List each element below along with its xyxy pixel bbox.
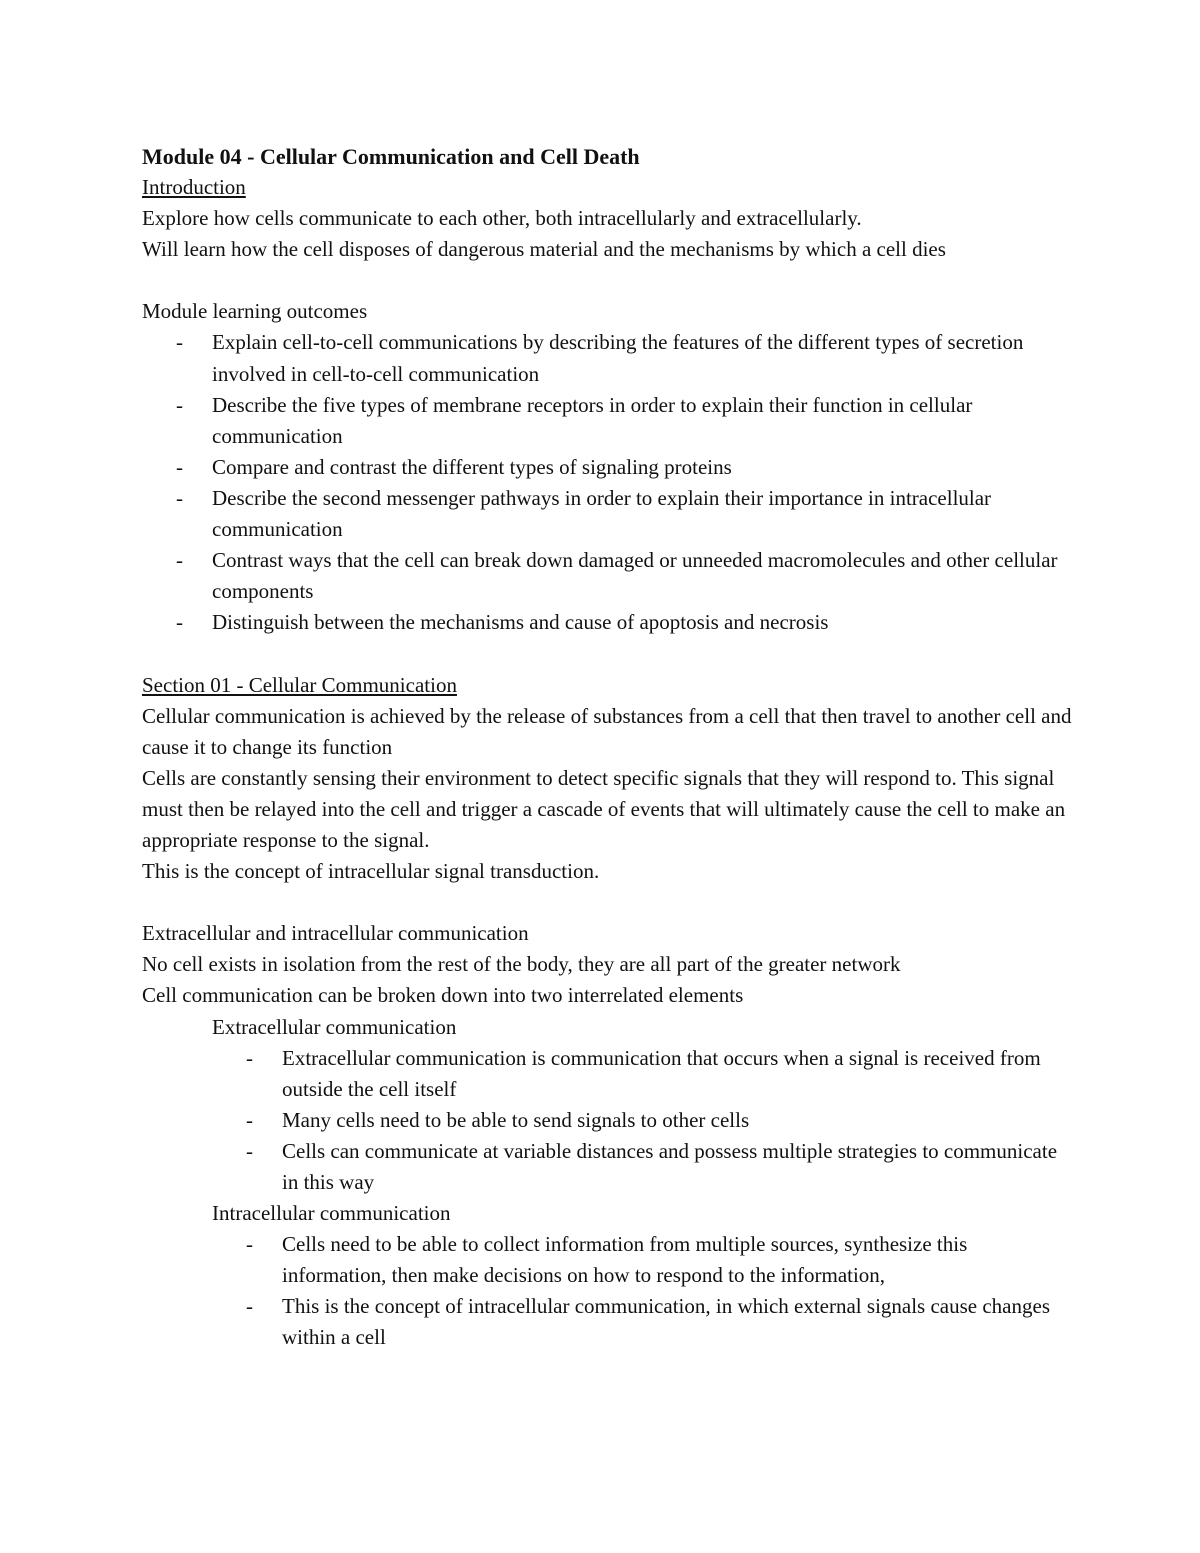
list-item: - Explain cell-to-cell communications by describing the features of the different types of secretion involved in cell-to-cell communication bbox=[142, 327, 1072, 389]
list-item: - This is the concept of intracellular communication, in which external signals cause changes within a cell bbox=[142, 1291, 1072, 1353]
extra-intra-heading: Extracellular and intracellular communication bbox=[142, 921, 529, 946]
outcomes-list bbox=[142, 327, 1072, 638]
list-item: - Extracellular communication is communication that occurs when a signal is received from outside the cell itself bbox=[142, 1043, 1072, 1105]
extra-intra-line: No cell exists in isolation from the rest of the body, they are all part of the greater network bbox=[142, 952, 901, 977]
intro-heading: Introduction bbox=[142, 175, 246, 199]
extracellular-list bbox=[142, 1043, 1072, 1198]
extracellular-heading: Extracellular communication bbox=[212, 1014, 457, 1039]
document-title: Module 04 - Cellular Communication and Cell Death bbox=[142, 144, 640, 169]
list-item: - Many cells need to be able to send signals to other cells bbox=[142, 1105, 1072, 1136]
section1-line: This is the concept of intracellular signal transduction. bbox=[142, 859, 600, 884]
outcomes-heading: Module learning outcomes bbox=[142, 299, 368, 324]
section1-heading: Section 01 - Cellular Communication bbox=[142, 672, 457, 697]
intracellular-list bbox=[142, 1229, 1072, 1353]
list-item: - Describe the five types of membrane receptors in order to explain their function in cellular communication bbox=[142, 390, 1072, 452]
list-item: - Cells need to be able to collect information from multiple sources, synthesize this information, then make decisions on how to respond to the information, bbox=[142, 1229, 1072, 1291]
spacer bbox=[142, 887, 1072, 918]
section1-line: Cells are constantly sensing their environment to detect specific signals that they will respond to. This signal must then be relayed into the cell and trigger a cascade of events that will ultimately cause the cell to make an appropriate response to the signal. bbox=[142, 765, 1066, 852]
list-item: - Distinguish between the mechanisms and cause of apoptosis and necrosis bbox=[142, 607, 1072, 638]
list-item: - Contrast ways that the cell can break down damaged or unneeded macromolecules and other cellular components bbox=[142, 545, 1072, 607]
extra-intra-line: Cell communication can be broken down into two interrelated elements bbox=[142, 983, 744, 1008]
list-item: - Cells can communicate at variable distances and possess multiple strategies to communicate in this way bbox=[142, 1136, 1072, 1198]
intro-line: Explore how cells communicate to each other, both intracellularly and extracellularly. bbox=[142, 206, 862, 231]
intracellular-heading: Intracellular communication bbox=[212, 1201, 451, 1226]
spacer bbox=[142, 265, 1072, 296]
list-item: - Compare and contrast the different types of signaling proteins bbox=[142, 452, 1072, 483]
intro-line: Will learn how the cell disposes of dangerous material and the mechanisms by which a cell dies bbox=[142, 237, 946, 262]
section1-line: Cellular communication is achieved by the release of substances from a cell that then travel to another cell and cause it to change its function bbox=[142, 703, 1072, 759]
spacer bbox=[142, 638, 1072, 669]
list-item: - Describe the second messenger pathways in order to explain their importance in intracellular communication bbox=[142, 483, 1072, 545]
document-page bbox=[142, 141, 1072, 1354]
